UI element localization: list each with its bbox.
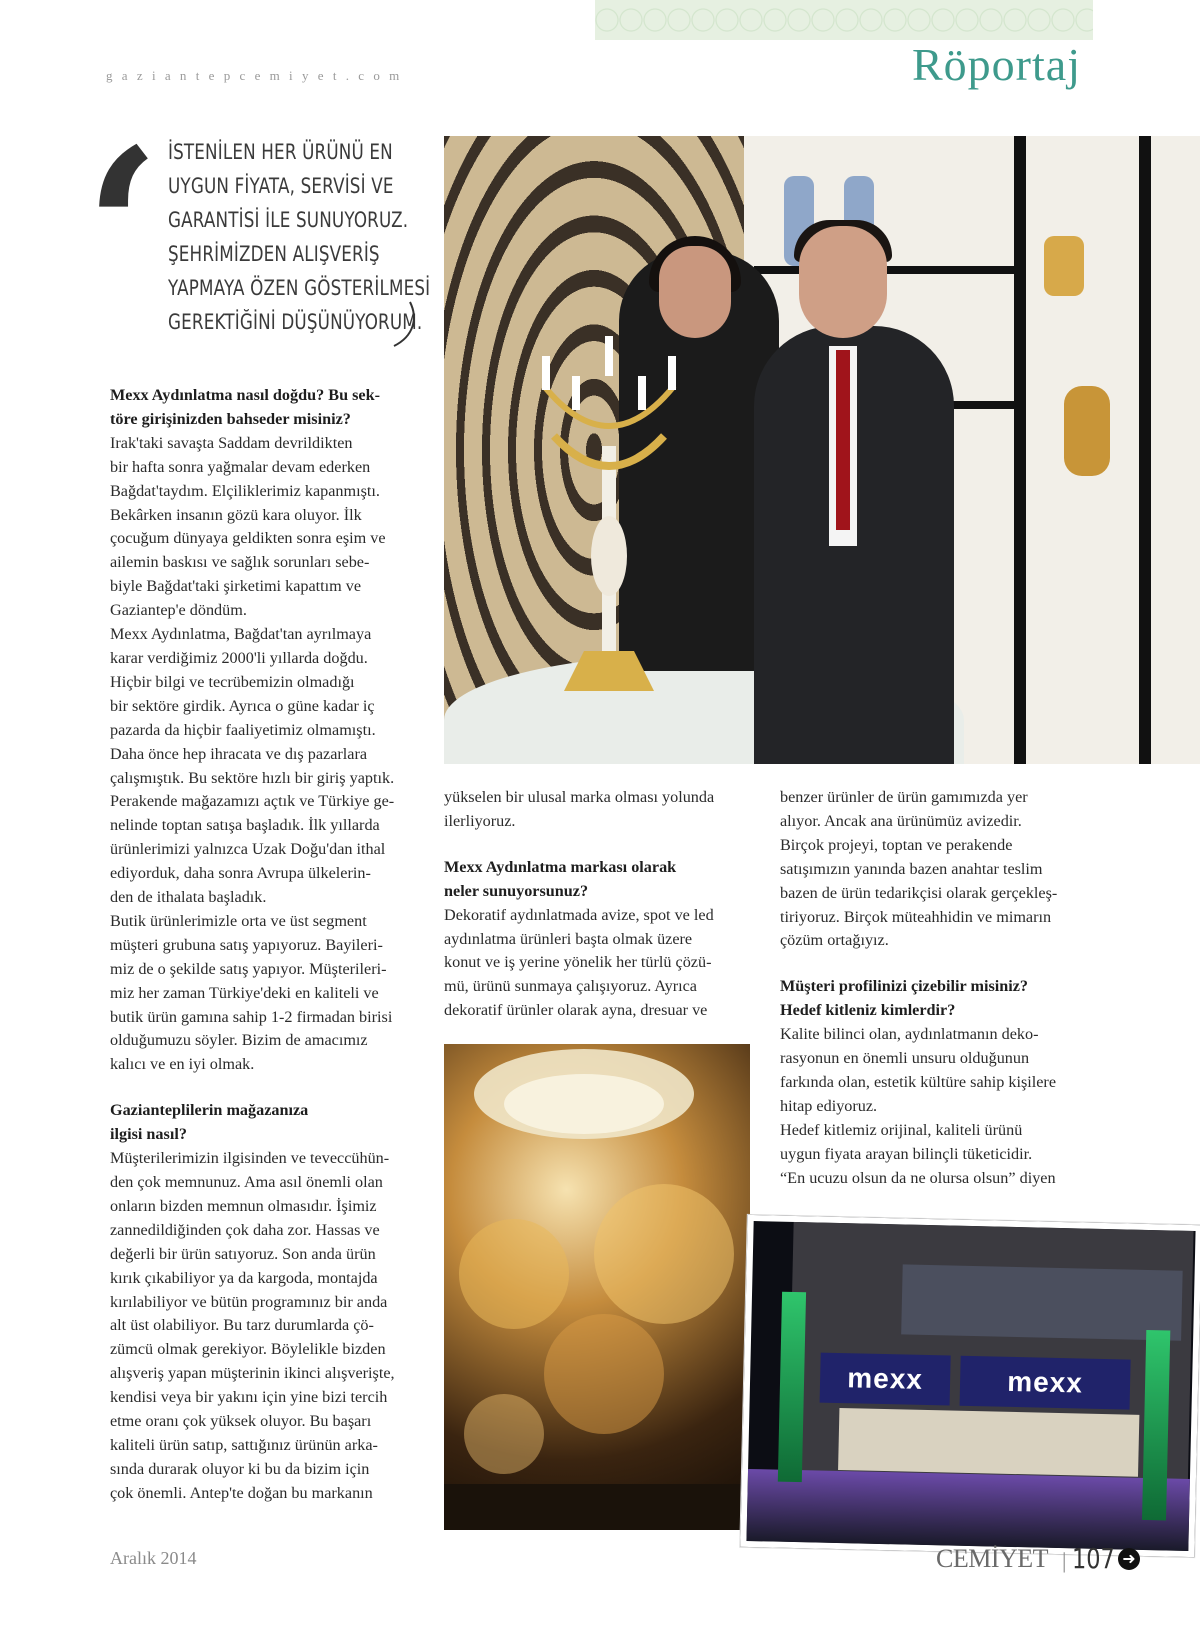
site-url: gaziantepcemiyet.com bbox=[106, 68, 409, 83]
text-line: Müşterilerimizin ilgisinden ve teveccühün- bbox=[110, 1149, 390, 1168]
text-line: aydınlatma ürünleri başta olmak üzere bbox=[444, 929, 693, 948]
text-line: etme oranı çok yüksek oluyor. Bu başarı bbox=[110, 1412, 372, 1431]
text-line: konut ve iş yerine yönelik her türlü çözü- bbox=[444, 953, 712, 972]
text-line: farkında olan, estetik kültüre sahip kişilere bbox=[780, 1072, 1057, 1091]
text-line: Gazianteplilerin mağazanıza bbox=[110, 1101, 309, 1120]
text-line: çalışmıştık. Bu sektöre hızlı bir giriş yaptık. bbox=[110, 768, 395, 787]
text-line: Birçok projeyi, toptan ve perakende bbox=[780, 835, 1013, 854]
text-line: Irak'taki savaşta Saddam devrildikten bbox=[110, 433, 353, 452]
text-line: miz de o şekilde satış yapıyor. Müşterileri- bbox=[110, 959, 387, 978]
text-line: müşteri grubuna satış yapıyoruz. Bayileri- bbox=[110, 935, 383, 954]
text-line: ailemin baskısı ve sağlık sorunları sebe- bbox=[110, 553, 370, 572]
text-line: Perakende mağazamızı açtık ve Türkiye ge- bbox=[110, 792, 395, 811]
question-3 bbox=[444, 856, 749, 904]
answer-2 bbox=[110, 1147, 415, 1506]
magazine-name: CEMİYET bbox=[936, 1544, 1049, 1573]
text-line: alt üst olabiliyor. Bu tarz durumlarda çö- bbox=[110, 1316, 374, 1335]
text-line: Mexx Aydınlatma, Bağdat'tan ayrılmaya bbox=[110, 625, 372, 644]
text-line: pazarda da hiçbir faaliyetimiz olmamıştı. bbox=[110, 720, 376, 739]
store-sign-right: mexx bbox=[960, 1356, 1131, 1410]
section-title: Röportaj bbox=[912, 39, 1081, 90]
text-line: ilgisi nasıl? bbox=[110, 1125, 187, 1144]
text-line: den çok memnunuz. Ama asıl önemli olan bbox=[110, 1173, 383, 1191]
text-line: uygun fiyata arayan bilinçli tüketicidir. bbox=[780, 1144, 1033, 1163]
article-column-3 bbox=[780, 786, 1085, 1191]
answer-3-continued bbox=[780, 786, 1085, 953]
text-line: töre girişinizden bahseder misiniz? bbox=[110, 409, 351, 428]
text-line: ediyorduk, daha sonra Avrupa ülkelerin- bbox=[110, 864, 371, 883]
text-line: alıyor. Ancak ana ürünümüz avizedir. bbox=[780, 811, 1022, 830]
pull-quote-line: ŞEHRİMİZDEN ALIŞVERİŞ bbox=[168, 242, 380, 267]
text-line: çocuğum dünyaya geldikten sonra eşim ve bbox=[110, 529, 386, 548]
text-line: ilerliyoruz. bbox=[444, 811, 516, 830]
text-line: bir hafta sonra yağmalar devam ederken bbox=[110, 457, 371, 476]
issue-date: Aralık 2014 bbox=[110, 1548, 197, 1568]
text-line: Mexx Aydınlatma markası olarak bbox=[444, 857, 677, 876]
text-line: onların bizden memnun olmasıdır. İşimiz bbox=[110, 1196, 377, 1215]
text-line: mü, ürünü sunmaya çalışıyoruz. Ayrıca bbox=[444, 977, 697, 996]
article-column-2 bbox=[444, 786, 749, 1023]
palm-tree-icon bbox=[1142, 1330, 1170, 1520]
arrow-right-circle-icon[interactable]: ➜ bbox=[1118, 1548, 1140, 1570]
text-line: zümcü olmak gerekiyor. Böylelikle bizden bbox=[110, 1340, 386, 1359]
interview-photo bbox=[444, 136, 1200, 764]
text-line: satışımızın yanında bazen anahtar teslim bbox=[780, 859, 1043, 878]
pull-quote bbox=[168, 136, 431, 340]
text-line: Mexx Aydınlatma nasıl doğdu? Bu sek- bbox=[110, 386, 380, 404]
text-line: değerli bir ürün satıyoruz. Son anda ürün bbox=[110, 1244, 376, 1263]
text-line: Bağdat'taydım. Elçiliklerimiz kapanmıştı. bbox=[110, 481, 380, 500]
text-line: miz her zaman Türkiye'deki en kaliteli ve bbox=[110, 983, 379, 1002]
text-line: alışveriş yapan müşterinin ikinci alışverişte, bbox=[110, 1364, 395, 1383]
text-line: kaliteli ürün satıp, sattığınız ürünün arka- bbox=[110, 1435, 378, 1454]
chandelier-icon bbox=[444, 1044, 750, 1530]
text-line: butik ürün gamına sahip 1-2 firmadan birisi bbox=[110, 1007, 393, 1026]
text-line: dekoratif ürünler olarak ayna, dresuar ve bbox=[444, 1001, 708, 1020]
text-line: Daha önce hep ihracata ve dış pazarlara bbox=[110, 744, 368, 763]
pull-quote-line: UYGUN FİYATA, SERVİSİ VE bbox=[168, 174, 394, 199]
pull-quote-line: GEREKTİĞİNİ DÜŞÜNÜYORUM. bbox=[168, 310, 423, 335]
text-line: Gaziantep'e döndüm. bbox=[110, 601, 247, 620]
text-line: neler sunuyorsunuz? bbox=[444, 881, 589, 900]
text-line: kendisi veya bir yakını için yine bizi tercih bbox=[110, 1388, 388, 1407]
storefront-photo bbox=[740, 1215, 1200, 1557]
candelabra-icon bbox=[534, 306, 684, 696]
header-pattern bbox=[595, 0, 1093, 40]
text-line: “En ucuzu olsun da ne olursa olsun” diyen bbox=[780, 1168, 1056, 1187]
text-line: zannedildiğinden çok daha zor. Hassas ve bbox=[110, 1220, 380, 1239]
store-sign-left: mexx bbox=[820, 1353, 951, 1406]
text-line: nelinde toptan satışa başladık. İlk yıllarda bbox=[110, 816, 380, 835]
answer-3 bbox=[444, 904, 749, 1024]
text-line: yükselen bir ulusal marka olması yolunda bbox=[444, 788, 715, 806]
text-line: sında durarak oluyor ki bu da bizim için bbox=[110, 1459, 370, 1478]
footer-separator: | bbox=[1062, 1548, 1067, 1573]
pull-quote-line: YAPMAYA ÖZEN GÖSTERİLMESİ bbox=[168, 276, 431, 301]
quote-curve-icon bbox=[392, 300, 422, 348]
pull-quote-line: İSTENİLEN HER ÜRÜNÜ EN bbox=[168, 140, 393, 165]
text-line: Hedef kitlemiz orijinal, kaliteli ürünü bbox=[780, 1120, 1023, 1139]
text-line: Hedef kitleniz kimlerdir? bbox=[780, 1001, 956, 1020]
question-4 bbox=[780, 975, 1085, 1023]
palm-tree-icon bbox=[778, 1292, 806, 1482]
text-line: den de ithalata başladık. bbox=[110, 888, 267, 907]
quote-mark-icon: ‘ bbox=[84, 100, 161, 359]
text-line: hitap ediyoruz. bbox=[780, 1096, 878, 1115]
text-line: biyle Bağdat'taki şirketimi kapattım ve bbox=[110, 577, 362, 596]
text-line: kırık çıkabiliyor ya da kargoda, montajda bbox=[110, 1268, 378, 1287]
text-line: rasyonun en önemli unsuru olduğunun bbox=[780, 1049, 1030, 1068]
text-line: kalıcı ve en iyi olmak. bbox=[110, 1055, 255, 1074]
text-line: Bekârken insanın gözü kara oluyor. İlk bbox=[110, 505, 362, 524]
text-line: bazen de ürün tedarikçisi olarak gerçekleş- bbox=[780, 883, 1058, 902]
text-line: Müşteri profilinizi çizebilir misiniz? bbox=[780, 977, 1029, 996]
answer-1 bbox=[110, 432, 415, 1077]
question-1 bbox=[110, 384, 415, 432]
text-line: Dekoratif aydınlatmada avize, spot ve led bbox=[444, 905, 714, 924]
answer-4 bbox=[780, 1023, 1085, 1190]
text-line: Kalite bilinci olan, aydınlatmanın deko- bbox=[780, 1025, 1039, 1044]
text-line: çok önemli. Antep'te doğan bu markanın bbox=[110, 1483, 373, 1502]
text-line: kırılabiliyor ve bütün programınız bir anda bbox=[110, 1292, 388, 1311]
text-line: ürünlerimizi yalnızca Uzak Doğu'dan ithal bbox=[110, 840, 386, 859]
text-line: karar verdiğimiz 2000'li yıllarda doğdu. bbox=[110, 648, 368, 667]
article-column-1 bbox=[110, 384, 415, 1506]
pull-quote-line: GARANTİSİ İLE SUNUYORUZ. bbox=[168, 208, 409, 233]
question-2 bbox=[110, 1099, 415, 1147]
street-glow bbox=[746, 1469, 1190, 1551]
text-line: bir sektöre girdik. Ayrıca o güne kadar iç bbox=[110, 696, 375, 715]
chandelier-photo bbox=[444, 1044, 750, 1530]
text-line: çözüm ortağıyız. bbox=[780, 931, 889, 950]
answer-2-continued bbox=[444, 786, 749, 834]
page-number: 107 bbox=[1072, 1542, 1115, 1575]
text-line: olduğumuzu söyler. Bizim de amacımız bbox=[110, 1031, 368, 1050]
text-line: benzer ürünler de ürün gamımızda yer bbox=[780, 788, 1028, 806]
text-line: Butik ürünlerimizle orta ve üst segment bbox=[110, 911, 367, 930]
tie bbox=[836, 350, 850, 530]
text-line: Hiçbir bilgi ve tecrübemizin olmadığı bbox=[110, 672, 355, 691]
text-line: tiriyoruz. Birçok müteahhidin ve mimarın bbox=[780, 907, 1052, 926]
